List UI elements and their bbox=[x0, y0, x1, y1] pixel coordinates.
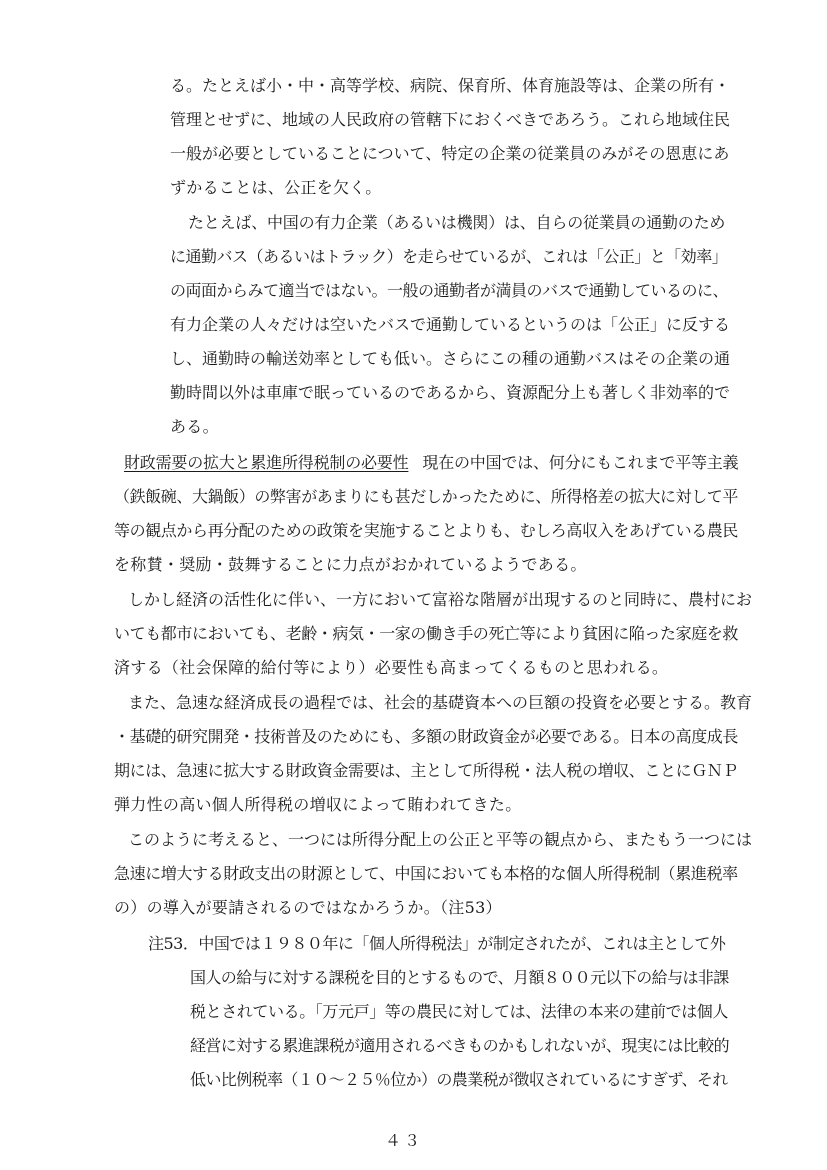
page-number: ４３ bbox=[385, 1131, 424, 1150]
text-line: （鉄飯碗、大鍋飯）の弊害があまりにも甚だしかったために、所得格差の拡大に対して平 bbox=[114, 487, 739, 506]
text-line: る。たとえば小・中・高等学校、病院、保育所、体育施設等は、企業の所有・ bbox=[170, 76, 731, 95]
text-line: ・基礎的研究開発・技術普及のためにも、多額の財政資金が必要である。日本の高度成長 bbox=[114, 727, 739, 746]
section-heading: 財政需要の拡大と累進所得税制の必要性 bbox=[124, 453, 409, 472]
text-line: しかし経済の活性化に伴い、一方において富裕な階層が出現するのと同時に、農村にお bbox=[128, 590, 753, 609]
text-line: 有力企業の人々だけは空いたバスで通勤しているというのは「公正」に反する bbox=[170, 315, 731, 334]
footnote-line: 国人の給与に対する課税を目的とするもので、月額８００元以下の給与は非課 bbox=[190, 968, 729, 987]
text-line: 勤時間以外は車庫で眠っているのであるから、資源配分上も著しく非効率的で bbox=[170, 383, 731, 402]
text-line: 急速に増大する財政支出の財源として、中国においても本格的な個人所得税制（累進税率 bbox=[114, 864, 738, 883]
text-line: し、通勤時の輸送効率としても低い。さらにこの種の通勤バスはその企業の通 bbox=[170, 349, 731, 368]
text-line: に通勤バス（あるいはトラック）を走らせているが、これは「公正」と「効率」 bbox=[170, 247, 728, 266]
text-line: 等の観点から再分配のための政策を実施することよりも、むしろ高収入をあげている農民 bbox=[114, 521, 739, 540]
text-line: ずかることは、公正を欠く。 bbox=[170, 178, 382, 197]
section-heading-line bbox=[124, 453, 738, 473]
text-line: たとえば、中国の有力企業（あるいは機関）は、自らの従業員の通勤のため bbox=[188, 213, 726, 232]
text-line: また、急速な経済成長の過程では、社会的基礎資本への巨額の投資を必要とする。教育 bbox=[128, 693, 753, 712]
text-line: の）の導入が要請されるのではなかろうか。（注53） bbox=[114, 898, 502, 917]
text-line: を称賛・奨励・鼓舞することに力点がおかれているようである。 bbox=[114, 555, 587, 574]
footnote-line: 経営に対する累進課税が適用されるべきものかもしれないが、現実には比較的 bbox=[190, 1036, 730, 1055]
text-line: 済する（社会保障的給付等により）必要性も高まってくるものと思われる。 bbox=[114, 658, 669, 677]
text-line: 期には、急速に拡大する財政資金需要は、主として所得税・法人税の増収、ことにＧＮＰ bbox=[114, 761, 739, 780]
text-line: いても都市においても、老齢・病気・一家の働き手の死亡等により貧困に陥った家庭を救 bbox=[114, 624, 739, 643]
text-line: このように考えると、一つには所得分配上の公正と平等の観点から、またもう一つには bbox=[128, 830, 753, 849]
footnote-line: 税とされている。「万元戸」等の農民に対しては、法律の本来の建前では個人 bbox=[190, 1002, 729, 1021]
text-line: 弾力性の高い個人所得税の増収によって賄われてきた。 bbox=[114, 795, 522, 814]
text-line: ある。 bbox=[170, 417, 219, 436]
footnote-first-line: 注53．中国では１９８０年に「個人所得税法」が制定されたが、これは主として外 bbox=[148, 934, 726, 953]
footnote-line: 低い比例税率（１０～２５％位か）の農業税が徴収されているにすぎず、それ bbox=[190, 1070, 728, 1089]
text-line: の両面からみて適当ではない。一般の通勤者が満員のバスで通勤しているのに、 bbox=[170, 281, 729, 300]
text-span: 現在の中国では、何分にもこれまで平等主義 bbox=[422, 453, 739, 472]
text-line: 一般が必要としていることについて、特定の企業の従業員のみがその恩恵にあ bbox=[170, 144, 730, 163]
text-line: 管理とせずに、地域の人民政府の管轄下におくべきであろう。これら地域住民 bbox=[170, 110, 731, 129]
